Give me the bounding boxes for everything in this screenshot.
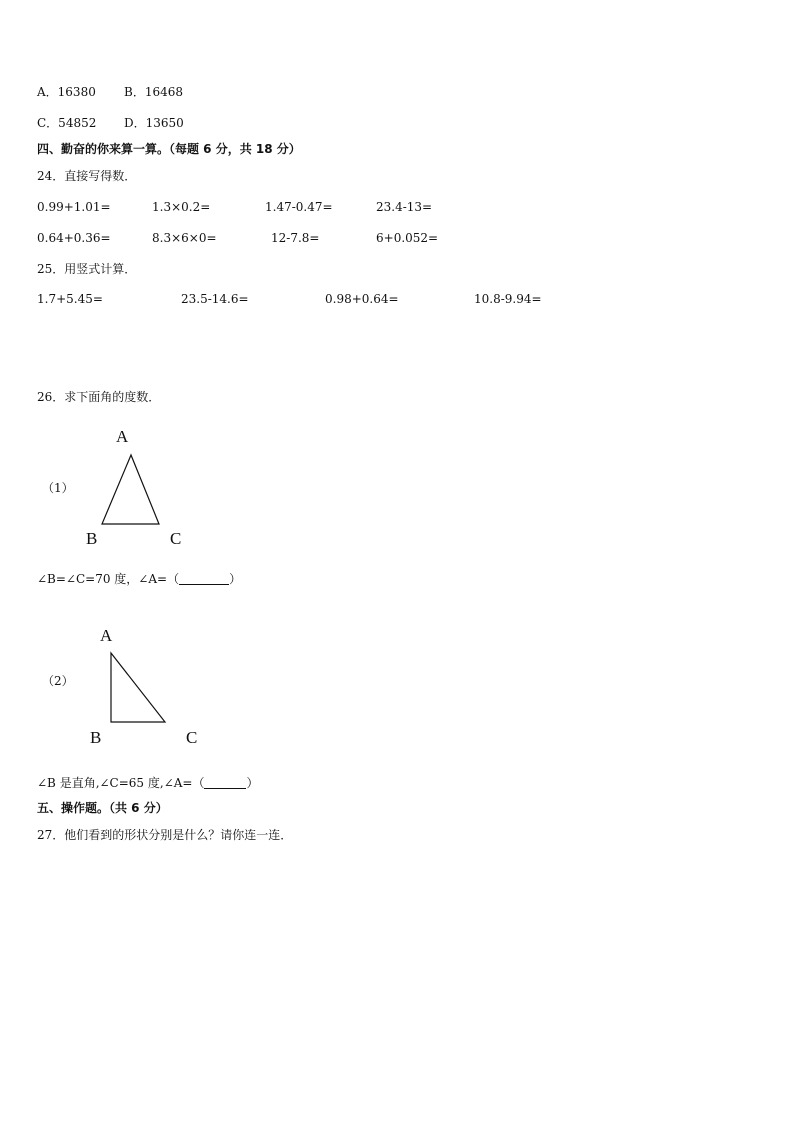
fig1-label-b: B <box>86 529 98 548</box>
q24-r1-c2: 1.3×0.2= <box>152 200 211 214</box>
option-b: B．16468 <box>124 85 183 99</box>
section5-heading: 五、操作题。（共 6 分） <box>37 801 168 815</box>
fig2-caption: ∠B 是直角,∠C=65 度,∠A=（ ） <box>37 776 259 790</box>
q25-c4: 10.8-9.94= <box>474 292 542 306</box>
fig2-label-c: C <box>186 728 198 747</box>
fig1-caption: ∠B=∠C=70 度，∠A=（ ） <box>37 572 242 586</box>
option-a: A．16380 <box>37 85 96 99</box>
q25-c2: 23.5-14.6= <box>181 292 249 306</box>
option-d: D．13650 <box>124 116 184 130</box>
q24-r2-c1: 0.64+0.36= <box>37 231 111 245</box>
q24-r1-c3: 1.47-0.47= <box>265 200 333 214</box>
q26-title: 26．求下面角的度数． <box>37 390 161 404</box>
fig1-label-a: A <box>116 427 129 446</box>
q24-r2-c2: 8.3×6×0= <box>152 231 217 245</box>
fig1-label-c: C <box>170 529 182 548</box>
q25-title: 25．用竖式计算． <box>37 262 137 276</box>
q24-r1-c1: 0.99+1.01= <box>37 200 111 214</box>
fig2-label-a: A <box>100 626 113 645</box>
fig2-answer-blank[interactable] <box>204 776 246 789</box>
fig2-index: （2） <box>42 674 74 688</box>
q24-r2-c4: 6+0.052= <box>376 231 439 245</box>
q25-c1: 1.7+5.45= <box>37 292 103 306</box>
q24-r1-c4: 23.4-13= <box>376 200 433 214</box>
fig1-index: （1） <box>42 481 74 495</box>
fig2-label-b: B <box>90 728 102 747</box>
section4-heading: 四、勤奋的你来算一算。（每题 6 分，共 18 分） <box>37 142 301 156</box>
q25-c3: 0.98+0.64= <box>325 292 399 306</box>
q24-title: 24．直接写得数． <box>37 169 137 183</box>
option-c: C．54852 <box>37 116 97 130</box>
q24-r2-c3: 12-7.8= <box>271 231 320 245</box>
q27-title: 27．他们看到的形状分别是什么？请你连一连． <box>37 828 293 842</box>
